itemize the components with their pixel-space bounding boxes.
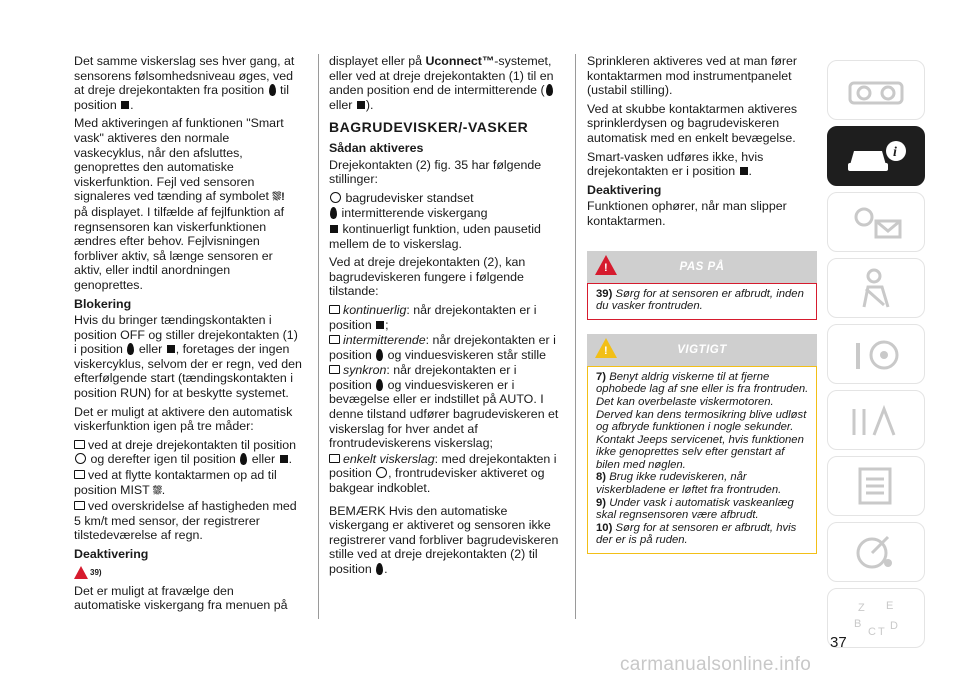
dashboard-icon [844, 69, 908, 111]
column-3 [587, 54, 817, 554]
index-letter: C [868, 626, 876, 638]
continuous-square-icon [330, 225, 338, 233]
heading-blokering: Blokering [74, 296, 132, 311]
paragraph-release: Funktionen ophører, når man slipper kontaktarmen. [587, 199, 787, 228]
tab-checklist[interactable] [827, 456, 925, 516]
warning-body: 39) Sørg for at sensoren er afbrudt, inden du vasker frontruden. [587, 283, 817, 320]
column-2 [329, 54, 560, 581]
warning-box [587, 251, 817, 320]
mist-icon: ⛆ [152, 484, 162, 497]
paragraph-sensitivity: Det samme viskerslag ses hver gang, at sensorens følsomhedsniveau øges, ved at dreje drejekontakten fra position til position . [74, 54, 295, 112]
paragraph-deselect: Det er muligt at fravælge den automatiske viskergang fra menuen på [74, 583, 288, 613]
chapter-sidebar [827, 60, 923, 654]
bullet-icon [329, 305, 340, 314]
paragraph-uconnect: displayet eller på Uconnect™-systemet, eller ved at dreje drejekontakten (1) til en anden position end de intermitterende ( eller ). [329, 54, 554, 112]
warning-reference: 39) [74, 564, 302, 584]
tab-multimedia[interactable] [827, 522, 925, 582]
bullet-icon [74, 470, 85, 479]
important-box [587, 334, 817, 554]
index-letter: T [878, 626, 885, 638]
multimedia-icon [844, 531, 908, 573]
index-letter: B [854, 618, 862, 630]
lights-mail-icon [844, 201, 908, 243]
paragraph-note: BEMÆRK Hvis den automatiske viskergang er aktiveret og sensoren ikke registrerer vand forbliver bagrudeviskeren stille ved at dreje drejekontakten (2) til position . [329, 503, 559, 576]
bullet-icon [74, 501, 85, 510]
list-item: synkron: når drejekontakten er i position og vinduesviskeren er i bevægelse eller er indstillet på AUTO. I denne tilstand udfører bagrudeviskeren et viskerslag for hver andet af frontrudeviskerens viskerslag; [329, 363, 559, 451]
bullet-icon [329, 335, 340, 344]
heading-activation: Sådan aktiveres [329, 140, 424, 155]
list-item: ved overskridelse af hastigheden med 5 km/t med sensor, der registrerer tilstedeværelse af regn. [74, 499, 297, 543]
paragraph-blocking: Hvis du bringer tændingskontakten i position OFF og stiller drejekontakten (1) i position eller , foretages der ingen viskercyklus, selvom der er regn, ved den efterfølgende start (tændingskontakten i position RUN) for at beskytte systemet. [74, 313, 302, 401]
paragraph-sprinkler: Sprinkleren aktiveres ved at man fører kontaktarmen mod instrumentpanelet (ustabil stilling). [587, 54, 798, 98]
index-letter: Z [858, 602, 865, 614]
bullet-icon [329, 454, 340, 463]
tab-car-info[interactable] [827, 126, 925, 186]
tab-dashboard[interactable] [827, 60, 925, 120]
list-item: intermitterende: når drejekontakten er i position og vinduesviskeren står stille [329, 333, 556, 362]
intermittent-drop-icon [240, 453, 247, 465]
list-item: ved at dreje drejekontakten til position og derefter igen til position eller . [74, 438, 302, 467]
off-circle-icon [330, 192, 341, 203]
index-icon [844, 597, 908, 639]
intermittent-drop-icon [376, 563, 383, 575]
checklist-icon [844, 465, 908, 507]
list-item: kontinuerlig: når drejekontakten er i position ; [329, 302, 537, 332]
continuous-square-icon [357, 101, 365, 109]
column-1 [74, 54, 302, 617]
tab-seatbelt[interactable] [827, 258, 925, 318]
column-divider-2 [575, 54, 576, 619]
intermittent-drop-icon [127, 343, 134, 355]
paragraph-smart-wash: Med aktiveringen af funktionen "Smart vask" aktiveres den normale vaskecyklus, når den afsluttes, genoprettes den automatiske viskerfunktion. Fejl ved sensoren signaleres ved tænding af symbolet ⛆! på displayet. I tilfælde af fejlfunktion af regnsensoren kan viskerfunktionen ændres efter behov. Fejlvisningen forbliver aktiv, så længe sensoren er aktiv, eller indtil anordningen genoprettes. [74, 116, 285, 292]
tab-lights-mail[interactable] [827, 192, 925, 252]
heading-deaktivering: Deaktivering [74, 547, 149, 561]
tab-service[interactable] [827, 324, 925, 384]
off-circle-icon [376, 467, 387, 478]
bullet-icon [329, 365, 340, 374]
intermittent-drop-icon [376, 379, 383, 391]
index-letter: E [886, 600, 894, 612]
important-header: ! VIGTIGT [587, 334, 817, 366]
paragraph-modes: Ved at dreje drejekontakten (2), kan bagrudeviskeren fungere i følgende tilstande: [329, 255, 526, 299]
svg-text:i: i [893, 145, 897, 160]
tab-steering[interactable] [827, 390, 925, 450]
warning-triangle-icon [74, 566, 88, 579]
page-number: 37 [830, 634, 847, 651]
list-item: bagrudevisker standset [329, 191, 560, 206]
service-icon [844, 333, 908, 375]
continuous-square-icon [740, 167, 748, 175]
bullet-icon [74, 440, 85, 449]
list-item: intermitterende viskergang [329, 206, 560, 221]
intermittent-drop-icon [269, 84, 276, 96]
continuous-square-icon [121, 101, 129, 109]
off-circle-icon [75, 453, 86, 464]
watermark: carmanualsonline.info [620, 654, 812, 675]
continuous-square-icon [376, 321, 384, 329]
heading-deaktivering: Deaktivering [587, 182, 662, 197]
column-divider-1 [318, 54, 319, 619]
warning-header: ! PAS PÅ [587, 251, 817, 283]
continuous-square-icon [280, 455, 288, 463]
important-body: 7) Benyt aldrig viskerne til at fjerne ophobede lag af sne eller is fra frontruden. Det kan overbelaste viskermotoren. Derved kan dens termosikring blive udløst og afbryde funktionen i nogle sekunder. Kontakt Jeeps servicenet, hvis funktionen ikke genoprettes selv efter genstart af bilen med nøglen. 8) Brug ikke rudeviskeren, når viskerbladene er løftet fra frontruden. 9) Under vask i automatisk vaskeanlæg skal regnsensoren være afbrudt. 10) Sørg for at sensoren er afbrudt, hvis der er is på ruden. [587, 366, 817, 554]
section-title: BAGRUDEVISKER/-VASKER [329, 119, 529, 136]
continuous-square-icon [167, 345, 175, 353]
intermittent-drop-icon [330, 207, 337, 219]
list-item: ved at flytte kontaktarmen op ad til position MIST ⛆. [74, 468, 277, 497]
paragraph-positions: Drejekontakten (2) fig. 35 har følgende stillinger: [329, 157, 542, 187]
steering-wheel-icon [844, 399, 908, 441]
car-info-icon [844, 135, 908, 177]
paragraph-reactivate: Det er muligt at aktivere den automatisk viskerfunktion igen på tre måder: [74, 404, 293, 434]
index-letter: D [890, 620, 898, 632]
rain-sensor-fault-icon: ⛆! [272, 191, 285, 204]
list-item: kontinuerligt funktion, uden pausetid mellem de to viskerslag. [329, 221, 541, 251]
intermittent-drop-icon [546, 84, 553, 96]
intermittent-drop-icon [376, 349, 383, 361]
list-item: enkelt viskerslag: med drejekontakten i position , frontrudevisker aktiveret og bakgear indkoblet. [329, 451, 557, 496]
paragraph-smart-wash-off: Smart-vasken udføres ikke, hvis drejekontakten er i position . [587, 149, 764, 179]
paragraph-push: Ved at skubbe kontaktarmen aktiveres sprinklerdysen og bagrudeviskeren automatisk med en enkelt bevægelse. [587, 101, 798, 145]
seatbelt-icon [844, 267, 908, 309]
